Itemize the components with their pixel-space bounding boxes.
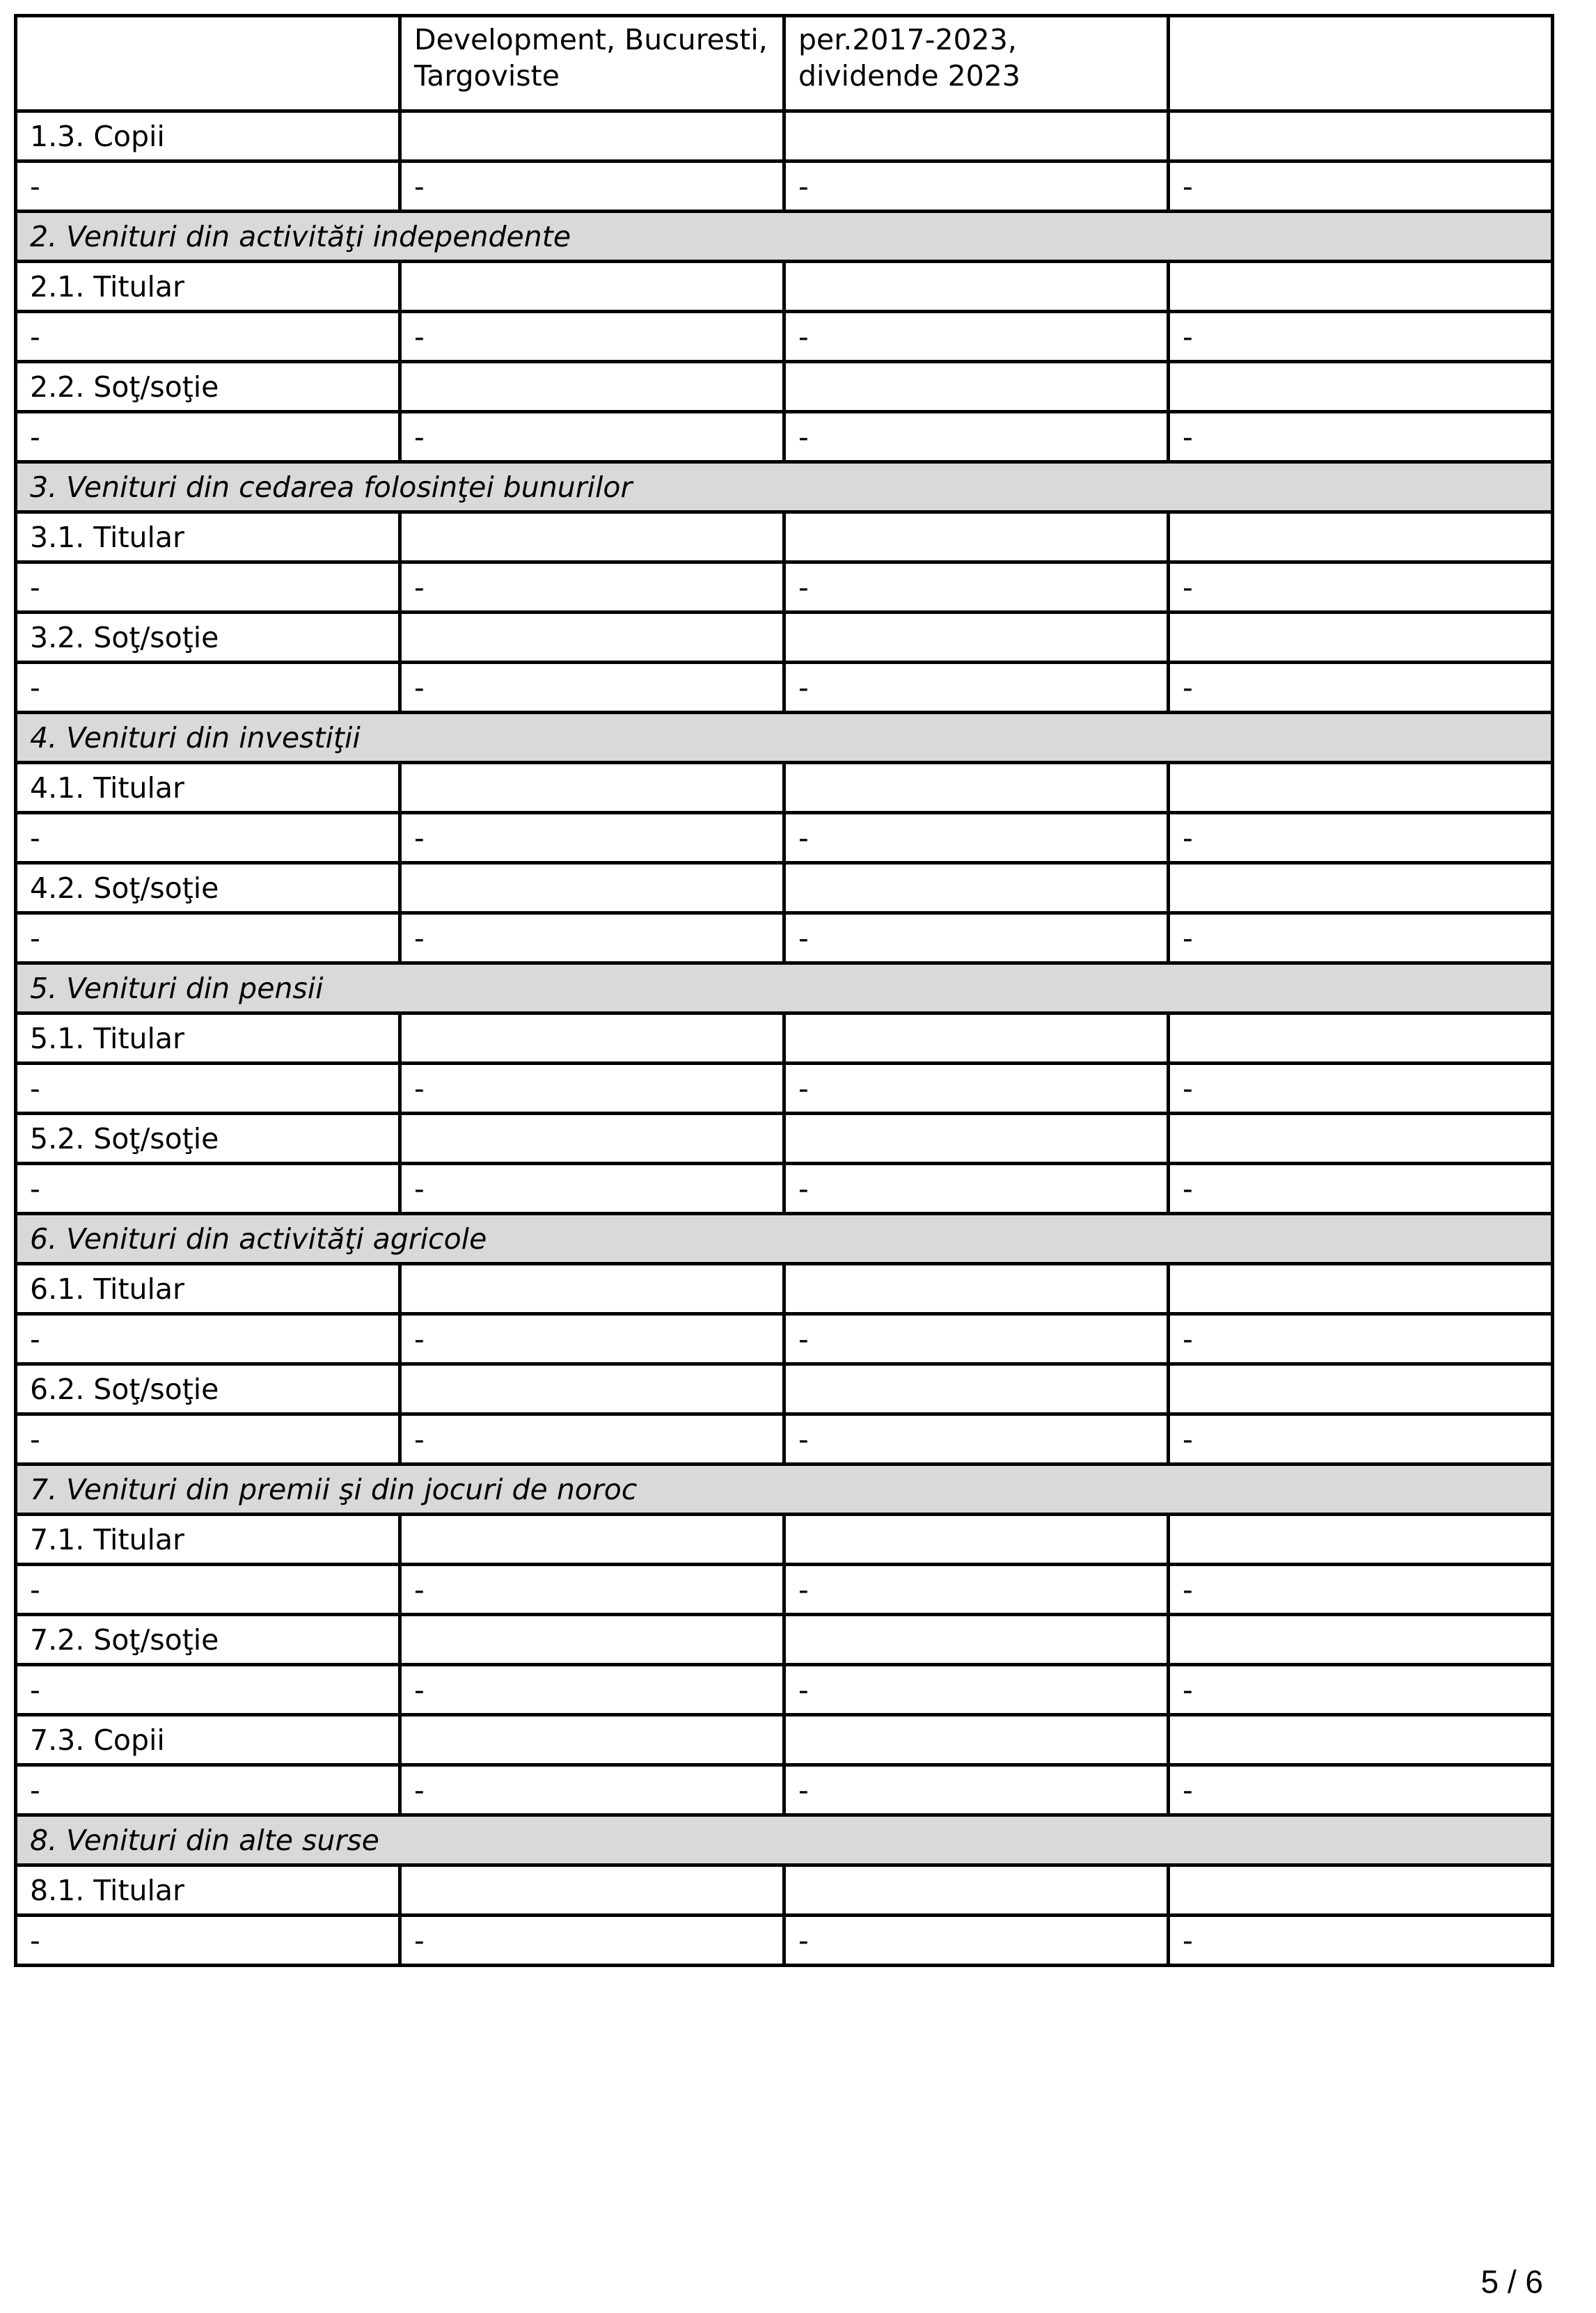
dash-cell: - — [16, 412, 400, 462]
income-declaration-table — [14, 14, 1554, 1967]
dash-row — [16, 1665, 1553, 1715]
dash-cell: - — [400, 1565, 784, 1615]
empty-cell — [1169, 763, 1553, 813]
dash-row — [16, 562, 1553, 613]
dash-cell: - — [16, 1765, 400, 1815]
dash-cell: - — [784, 312, 1169, 362]
section-title: 2. Venituri din activităţi independente — [16, 212, 1553, 262]
empty-cell — [1169, 111, 1553, 161]
subcategory-row — [16, 1515, 1553, 1565]
subcategory-label: 4.2. Soţ/soţie — [16, 863, 400, 913]
dash-cell: - — [400, 161, 784, 212]
dash-row — [16, 1164, 1553, 1214]
empty-cell — [1169, 613, 1553, 663]
dash-row — [16, 161, 1553, 212]
dash-cell: - — [16, 1314, 400, 1364]
empty-cell — [784, 763, 1169, 813]
empty-cell — [1169, 1865, 1553, 1916]
dash-cell: - — [784, 1565, 1169, 1615]
dash-row — [16, 1565, 1553, 1615]
dash-row — [16, 1765, 1553, 1815]
continued-cell-1 — [16, 16, 400, 111]
subcategory-label: 5.2. Soţ/soţie — [16, 1114, 400, 1164]
empty-cell — [1169, 1515, 1553, 1565]
empty-cell — [400, 1013, 784, 1064]
subcategory-label: 3.2. Soţ/soţie — [16, 613, 400, 663]
empty-cell — [400, 262, 784, 312]
dash-cell: - — [784, 813, 1169, 863]
dash-cell: - — [400, 1164, 784, 1214]
empty-cell — [784, 613, 1169, 663]
empty-cell — [400, 1865, 784, 1916]
dash-cell: - — [1169, 312, 1553, 362]
dash-cell: - — [16, 562, 400, 613]
section-title: 6. Venituri din activităţi agricole — [16, 1214, 1553, 1264]
dash-cell: - — [16, 813, 400, 863]
dash-cell: - — [16, 1565, 400, 1615]
section-header-row — [16, 1465, 1553, 1515]
dash-cell: - — [1169, 1064, 1553, 1114]
subcategory-label: 6.2. Soţ/soţie — [16, 1364, 400, 1414]
dash-cell: - — [400, 312, 784, 362]
dash-cell: - — [1169, 412, 1553, 462]
dash-cell: - — [16, 1164, 400, 1214]
dash-cell: - — [400, 1665, 784, 1715]
subcategory-row — [16, 863, 1553, 913]
section-title: 3. Venituri din cedarea folosinţei bunurilor — [16, 462, 1553, 512]
empty-cell — [1169, 1114, 1553, 1164]
dash-cell: - — [784, 161, 1169, 212]
dash-row — [16, 913, 1553, 963]
section-header-row — [16, 963, 1553, 1013]
subcategory-label: 7.2. Soţ/soţie — [16, 1615, 400, 1665]
continued-cell-2: Development, Bucuresti, Targoviste — [400, 16, 784, 111]
empty-cell — [400, 1114, 784, 1164]
dash-cell: - — [784, 1765, 1169, 1815]
section-title: 4. Venituri din investiţii — [16, 713, 1553, 763]
empty-cell — [1169, 512, 1553, 562]
empty-cell — [784, 1515, 1169, 1565]
dash-cell: - — [1169, 1565, 1553, 1615]
dash-cell: - — [16, 161, 400, 212]
section-header-row — [16, 1815, 1553, 1865]
empty-cell — [1169, 863, 1553, 913]
dash-row — [16, 1314, 1553, 1364]
dash-row — [16, 1916, 1553, 1966]
dash-cell: - — [1169, 1414, 1553, 1465]
dash-cell: - — [784, 663, 1169, 713]
dash-cell: - — [1169, 562, 1553, 613]
dash-cell: - — [1169, 1665, 1553, 1715]
subcategory-label: 2.2. Soţ/soţie — [16, 362, 400, 412]
dash-cell: - — [1169, 161, 1553, 212]
subcategory-label: 7.1. Titular — [16, 1515, 400, 1565]
dash-cell: - — [784, 1414, 1169, 1465]
dash-cell: - — [784, 562, 1169, 613]
dash-cell: - — [16, 312, 400, 362]
subcategory-row — [16, 262, 1553, 312]
empty-cell — [400, 863, 784, 913]
dash-cell: - — [400, 813, 784, 863]
empty-cell — [1169, 1364, 1553, 1414]
dash-cell: - — [784, 1314, 1169, 1364]
dash-row — [16, 1064, 1553, 1114]
dash-cell: - — [784, 913, 1169, 963]
subcategory-label: 7.3. Copii — [16, 1715, 400, 1765]
continued-cell-4 — [1169, 16, 1553, 111]
subcategory-row — [16, 1615, 1553, 1665]
subcategory-row — [16, 1114, 1553, 1164]
empty-cell — [784, 1264, 1169, 1314]
dash-cell: - — [1169, 1314, 1553, 1364]
empty-cell — [784, 1013, 1169, 1064]
section-title: 8. Venituri din alte surse — [16, 1815, 1553, 1865]
empty-cell — [784, 111, 1169, 161]
dash-cell: - — [16, 663, 400, 713]
dash-cell: - — [784, 1064, 1169, 1114]
dash-row — [16, 412, 1553, 462]
subcategory-label: 4.1. Titular — [16, 763, 400, 813]
dash-cell: - — [1169, 813, 1553, 863]
empty-cell — [400, 512, 784, 562]
section-title: 5. Venituri din pensii — [16, 963, 1553, 1013]
dash-cell: - — [400, 562, 784, 613]
dash-cell: - — [16, 1916, 400, 1966]
empty-cell — [784, 512, 1169, 562]
subcategory-label: 2.1. Titular — [16, 262, 400, 312]
section-header-row — [16, 1214, 1553, 1264]
dash-cell: - — [1169, 913, 1553, 963]
empty-cell — [1169, 1264, 1553, 1314]
subcategory-row — [16, 1865, 1553, 1916]
empty-cell — [784, 262, 1169, 312]
empty-cell — [400, 613, 784, 663]
dash-cell: - — [400, 1765, 784, 1815]
empty-cell — [1169, 1715, 1553, 1765]
empty-cell — [400, 1715, 784, 1765]
empty-cell — [784, 1364, 1169, 1414]
subcategory-label: 6.1. Titular — [16, 1264, 400, 1314]
dash-cell: - — [400, 663, 784, 713]
dash-cell: - — [1169, 1164, 1553, 1214]
subcategory-row — [16, 1264, 1553, 1314]
dash-cell: - — [400, 1414, 784, 1465]
dash-cell: - — [1169, 663, 1553, 713]
dash-row — [16, 312, 1553, 362]
subcategory-label: 1.3. Copii — [16, 111, 400, 161]
dash-cell: - — [784, 1916, 1169, 1966]
section-title: 7. Venituri din premii şi din jocuri de noroc — [16, 1465, 1553, 1515]
subcategory-row — [16, 512, 1553, 562]
section-header-row — [16, 462, 1553, 512]
subcategory-label: 3.1. Titular — [16, 512, 400, 562]
page-number: 5 / 6 — [1480, 2264, 1543, 2300]
empty-cell — [1169, 262, 1553, 312]
empty-cell — [400, 763, 784, 813]
dash-cell: - — [1169, 1765, 1553, 1815]
dash-cell: - — [784, 1665, 1169, 1715]
empty-cell — [400, 362, 784, 412]
subcategory-row — [16, 1364, 1553, 1414]
empty-cell — [784, 1865, 1169, 1916]
empty-cell — [784, 1114, 1169, 1164]
empty-cell — [784, 1615, 1169, 1665]
empty-cell — [400, 1615, 784, 1665]
dash-cell: - — [16, 1414, 400, 1465]
dash-cell: - — [784, 1164, 1169, 1214]
dash-cell: - — [16, 913, 400, 963]
dash-cell: - — [400, 913, 784, 963]
empty-cell — [1169, 362, 1553, 412]
subcategory-label: 8.1. Titular — [16, 1865, 400, 1916]
subcategory-row — [16, 613, 1553, 663]
continued-row — [16, 16, 1553, 111]
empty-cell — [784, 362, 1169, 412]
dash-cell: - — [400, 1916, 784, 1966]
subcategory-row — [16, 1013, 1553, 1064]
empty-cell — [784, 863, 1169, 913]
subcategory-row — [16, 111, 1553, 161]
dash-row — [16, 663, 1553, 713]
dash-row — [16, 813, 1553, 863]
subcategory-row — [16, 362, 1553, 412]
empty-cell — [400, 1264, 784, 1314]
empty-cell — [400, 111, 784, 161]
dash-cell: - — [400, 1314, 784, 1364]
section-header-row — [16, 212, 1553, 262]
dash-row — [16, 1414, 1553, 1465]
empty-cell — [400, 1515, 784, 1565]
dash-cell: - — [400, 1064, 784, 1114]
section-header-row — [16, 713, 1553, 763]
dash-cell: - — [16, 1064, 400, 1114]
dash-cell: - — [400, 412, 784, 462]
dash-cell: - — [16, 1665, 400, 1715]
empty-cell — [1169, 1615, 1553, 1665]
dash-cell: - — [784, 412, 1169, 462]
dash-cell: - — [1169, 1916, 1553, 1966]
empty-cell — [1169, 1013, 1553, 1064]
empty-cell — [784, 1715, 1169, 1765]
empty-cell — [400, 1364, 784, 1414]
continued-cell-3: per.2017-2023, dividende 2023 — [784, 16, 1169, 111]
subcategory-row — [16, 1715, 1553, 1765]
subcategory-row — [16, 763, 1553, 813]
subcategory-label: 5.1. Titular — [16, 1013, 400, 1064]
